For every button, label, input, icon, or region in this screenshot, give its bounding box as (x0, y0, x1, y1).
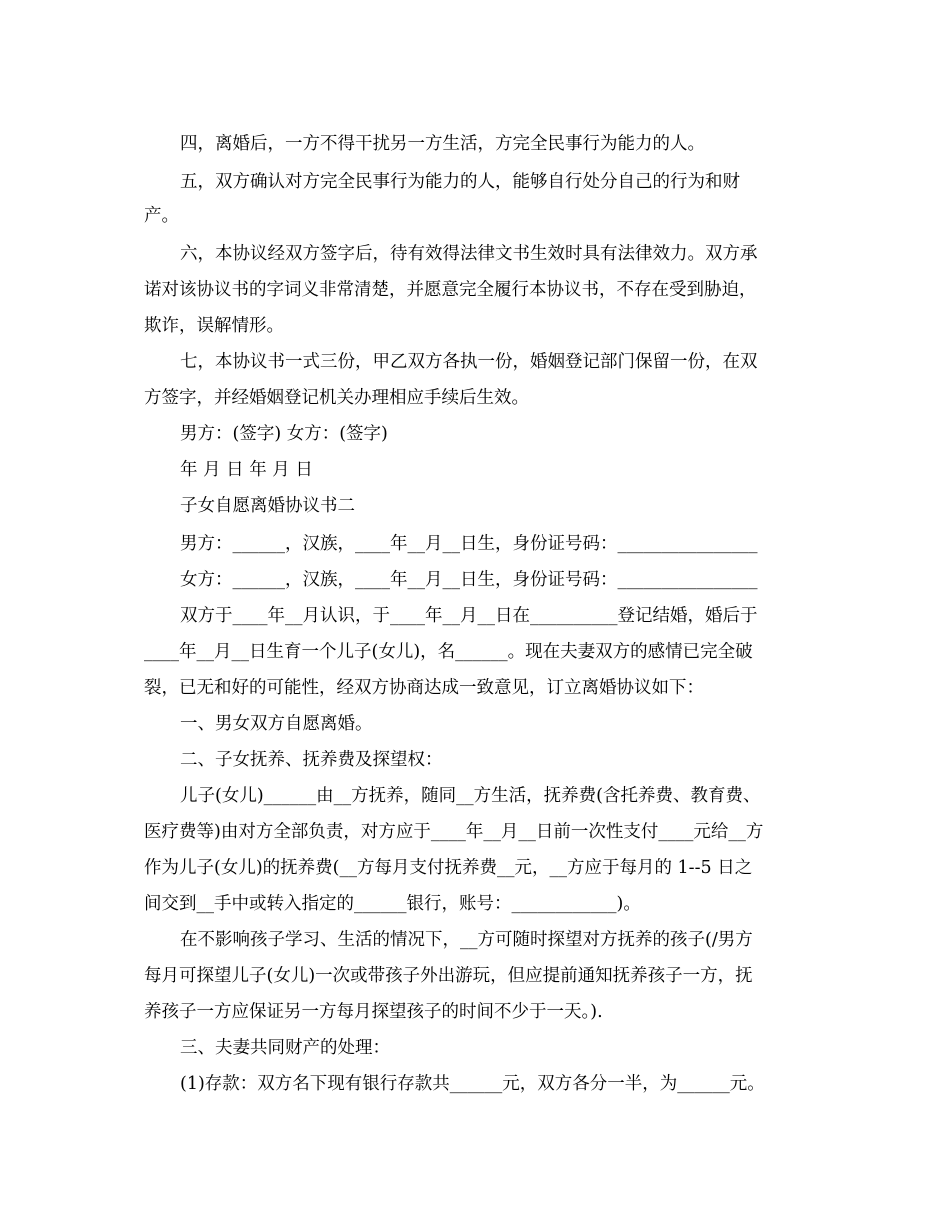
text-line: 裂，已无和好的可能性，经双方协商达成一致意见，订立离婚协议如下： (144, 678, 704, 698)
text-line: 每月可探望儿子(女儿)一次或带孩子外出游玩，但应提前通知抚养孩子一方，抚 (144, 966, 753, 986)
text-line: 一、男女双方自愿离婚。 (180, 714, 373, 734)
text-line: 六，本协议经双方签字后，待有效得法律文书生效时具有法律效力。双方承 (180, 244, 758, 264)
text-line: 方签字，并经婚姻登记机关办理相应手续后生效。 (144, 388, 529, 408)
text-line: (1)存款：双方名下现有银行存款共______元，双方各分一半，为______元。 (180, 1074, 765, 1094)
text-line: 间交到__手中或转入指定的______银行，账号：____________)。 (144, 894, 641, 914)
text-line: 产。 (144, 206, 179, 226)
text-line: ____年__月__日生育一个儿子(女儿)，名______。现在夫妻双方的感情已完全破 (144, 642, 753, 662)
text-line: 儿子(女儿)______由__方抚养，随同__方生活，抚养费(含托养费、教育费、 (180, 786, 761, 806)
text-line: 养孩子一方应保证另一方每月探望孩子的时间不少于一天。). (144, 1002, 603, 1022)
text-line: 七，本协议书一式三份，甲乙双方各执一份，婚姻登记部门保留一份，在双 (180, 352, 758, 372)
text-line: 女方：______，汉族，____年__月__日生，身份证号码：________________ (180, 570, 758, 590)
text-line: 医疗费等)由对方全部负责，对方应于____年__月__日前一次性支付____元给__方 (144, 822, 764, 842)
text-line: 诺对该协议书的字词义非常清楚，并愿意完全履行本协议书，不存在受到胁迫， (144, 280, 757, 300)
text-line: 二、子女抚养、抚养费及探望权： (180, 750, 443, 770)
section-title: 子女自愿离婚协议书二 (180, 496, 355, 516)
text-line: 男方：______，汉族，____年__月__日生，身份证号码：________________ (180, 534, 758, 554)
signature-line: 男方：(签字) 女方：(签字) (180, 424, 388, 444)
text-line: 欺诈，误解情形。 (144, 316, 284, 336)
text-line: 在不影响孩子学习、生活的情况下，__方可随时探望对方抚养的孩子(/男方 (180, 930, 753, 950)
text-line: 双方于____年__月认识，于____年__月__日在__________登记结婚，婚后于 (180, 606, 758, 626)
text-line: 作为儿子(女儿)的抚养费(__方每月支付抚养费__元，__方应于每月的 1--5 日之 (144, 858, 753, 878)
text-line: 四，离婚后，一方不得干扰另一方生活，方完全民事行为能力的人。 (180, 134, 705, 154)
text-line: 三、夫妻共同财产的处理： (180, 1038, 390, 1058)
date-line: 年 月 日 年 月 日 (180, 460, 313, 480)
text-line: 五，双方确认对方完全民事行为能力的人，能够自行处分自己的行为和财 (180, 172, 740, 192)
